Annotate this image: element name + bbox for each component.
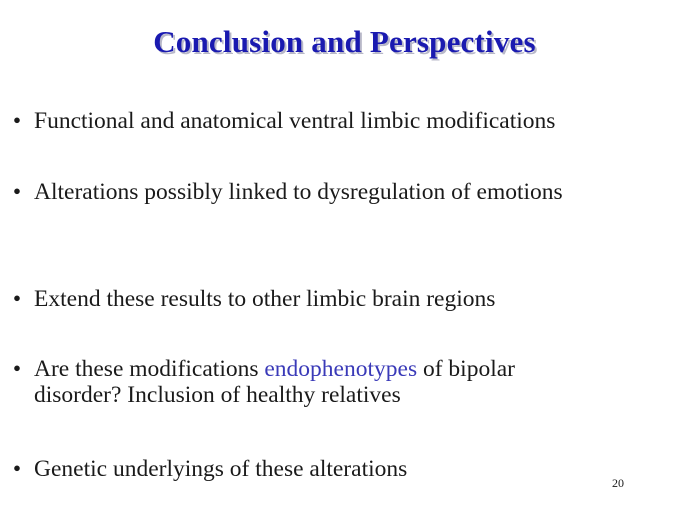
bullet-dot-icon: • bbox=[12, 456, 22, 482]
page-number: 20 bbox=[612, 476, 624, 490]
bullet-text: Alterations possibly linked to dysregulation of emotions bbox=[34, 179, 563, 205]
bullet-dot-icon: • bbox=[12, 286, 22, 312]
bullet-dot-icon: • bbox=[12, 179, 22, 205]
bullet-text: Extend these results to other limbic brain regions bbox=[34, 286, 496, 312]
slide-title: Conclusion and Perspectives bbox=[153, 24, 536, 59]
bullet-text: Genetic underlyings of these alterations bbox=[34, 456, 408, 482]
bullet-text bbox=[34, 356, 664, 408]
bullet-dot-icon: • bbox=[12, 356, 22, 382]
bullet-dot-icon: • bbox=[12, 108, 22, 134]
bullet-text-line2: disorder? Inclusion of healthy relatives bbox=[34, 382, 401, 408]
bullet-text: Functional and anatomical ventral limbic modifications bbox=[34, 108, 556, 134]
bullet-text-part: of bipolar bbox=[417, 356, 515, 382]
bullet-text-part: Are these modifications bbox=[34, 356, 265, 382]
highlighted-term: endophenotypes bbox=[264, 356, 418, 382]
